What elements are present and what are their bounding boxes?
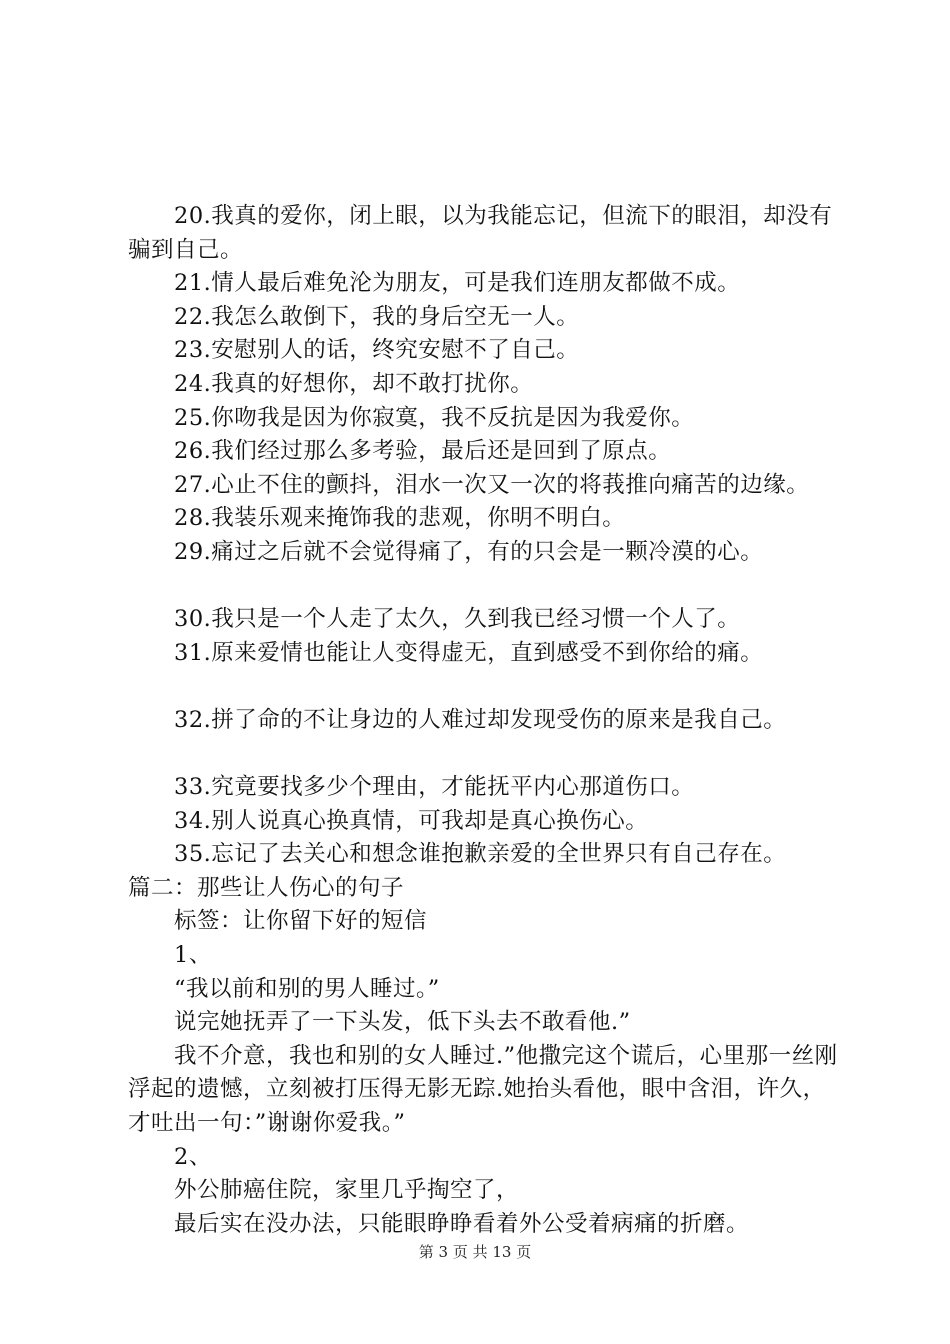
body-paragraph: 说完她抚弄了一下头发，低下头去不敢看他.” (174, 1009, 631, 1036)
section-heading: 篇二：那些让人伤心的句子 (128, 874, 405, 901)
body-paragraph: 1、 (174, 942, 212, 969)
body-paragraph: 标签：让你留下好的短信 (174, 908, 428, 935)
body-paragraph: 最后实在没办法，只能眼睁睁看着外公受着病痛的折磨。 (174, 1210, 750, 1237)
body-paragraph: 25.你吻我是因为你寂寞，我不反抗是因为我爱你。 (174, 404, 695, 431)
body-paragraph: 20.我真的爱你，闭上眼，以为我能忘记，但流下的眼泪，却没有骗到自己。 (128, 203, 833, 263)
body-paragraph: 29.痛过之后就不会觉得痛了，有的只会是一颗冷漠的心。 (174, 538, 764, 565)
body-paragraph: 2、 (174, 1143, 212, 1170)
body-paragraph: 我不介意，我也和别的女人睡过.”他撒完这个谎后，心里那一丝刚浮起的遗憾，立刻被打压得无影无踪.她抬头看他，眼中含泪，许久，才吐出一句：”谢谢你爱我。” (128, 1042, 838, 1137)
body-paragraph: 外公肺癌住院，家里几乎掏空了， (174, 1177, 520, 1204)
body-paragraph: 21.情人最后难免沦为朋友，可是我们连朋友都做不成。 (174, 270, 741, 297)
body-paragraph: 32.拼了命的不让身边的人难过却发现受伤的原来是我自己。 (174, 706, 787, 733)
body-paragraph: 33.究竟要找多少个理由，才能抚平内心那道伤口。 (174, 774, 695, 801)
body-paragraph: 31.原来爱情也能让人变得虚无，直到感受不到你给的痛。 (174, 639, 764, 666)
body-paragraph: 27.心止不住的颤抖，泪水一次又一次的将莪推向痛苦的边缘。 (174, 471, 810, 498)
body-paragraph: 35.忘记了去关心和想念谁抱歉亲爱的全世界只有自己存在。 (174, 841, 787, 868)
body-paragraph: 22.我怎么敢倒下，我的身后空无一人。 (174, 303, 580, 330)
body-paragraph: 34.别人说真心换真情，可我却是真心换伤心。 (174, 807, 649, 834)
document-body (128, 200, 848, 1241)
body-paragraph: 26.我们经过那么多考验，最后还是回到了原点。 (174, 438, 672, 465)
body-paragraph: 24.我真的好想你，却不敢打扰你。 (174, 370, 534, 397)
body-paragraph: 28.我装乐观来掩饰我的悲观，你明不明白。 (174, 505, 626, 532)
body-paragraph: 23.安慰别人的话，终究安慰不了自己。 (174, 337, 580, 364)
body-paragraph: “我以前和别的男人睡过。” (174, 975, 440, 1002)
page-footer: 第 3 页 共 13 页 (418, 1243, 532, 1261)
body-paragraph: 30.我只是一个人走了太久，久到我已经习惯一个人了。 (174, 606, 741, 633)
